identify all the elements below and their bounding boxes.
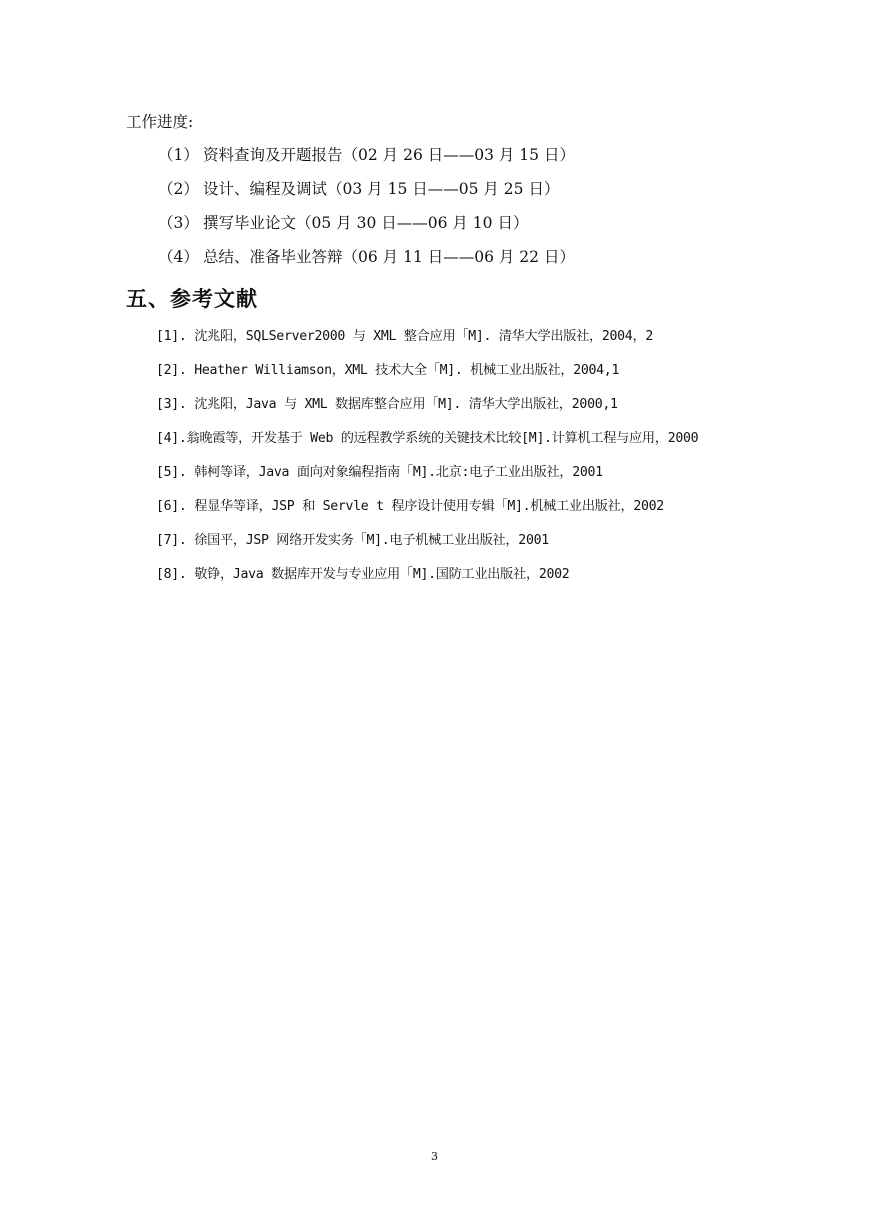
progress-heading: 工作进度: (126, 113, 194, 131)
progress-item (158, 177, 575, 211)
progress-item-text: 撰写毕业论文（05 月 30 日——06 月 10 日） (203, 214, 529, 232)
progress-item (158, 143, 575, 177)
reference-item: [3]. 沈兆阳，Java 与 XML 数据库整合应用「M]. 清华大学出版社，2000,1 (156, 397, 618, 412)
reference-item: [4].翁晚霞等，开发基于 Web 的远程教学系统的关键技术比较[M].计算机工程与应用，2000 (156, 431, 699, 446)
references-section-title: 五、参考文献 (126, 287, 258, 311)
page-number: 3 (431, 1150, 438, 1163)
progress-item-number: （3） (158, 214, 199, 232)
progress-item (158, 211, 575, 245)
progress-item-text: 总结、准备毕业答辩（06 月 11 日——06 月 22 日） (203, 248, 575, 266)
reference-item: [1]. 沈兆阳，SQLServer2000 与 XML 整合应用「M]. 清华大学出版社，2004，2 (156, 329, 653, 344)
progress-list (158, 143, 575, 279)
progress-item-text: 资料查询及开题报告（02 月 26 日——03 月 15 日） (203, 146, 575, 164)
progress-item-number: （4） (158, 248, 199, 266)
progress-item-text: 设计、编程及调试（03 月 15 日——05 月 25 日） (203, 180, 560, 198)
reference-item: [6]. 程显华等译，JSP 和 Servle t 程序设计使用专辑「M].机械工业出版社，2002 (156, 499, 664, 514)
reference-item: [8]. 敬铮，Java 数据库开发与专业应用「M].国防工业出版社，2002 (156, 567, 570, 582)
reference-list (156, 326, 698, 598)
reference-item: [2]. Heather Williamson，XML 技术大全「M]. 机械工业出版社，2004,1 (156, 363, 620, 378)
progress-item-number: （1） (158, 146, 199, 164)
progress-item-number: （2） (158, 180, 199, 198)
progress-item (158, 245, 575, 279)
reference-item: [7]. 徐国平，JSP 网络开发实务「M].电子机械工业出版社，2001 (156, 533, 549, 548)
reference-item: [5]. 韩柯等译，Java 面向对象编程指南「M].北京:电子工业出版社，2001 (156, 465, 603, 480)
